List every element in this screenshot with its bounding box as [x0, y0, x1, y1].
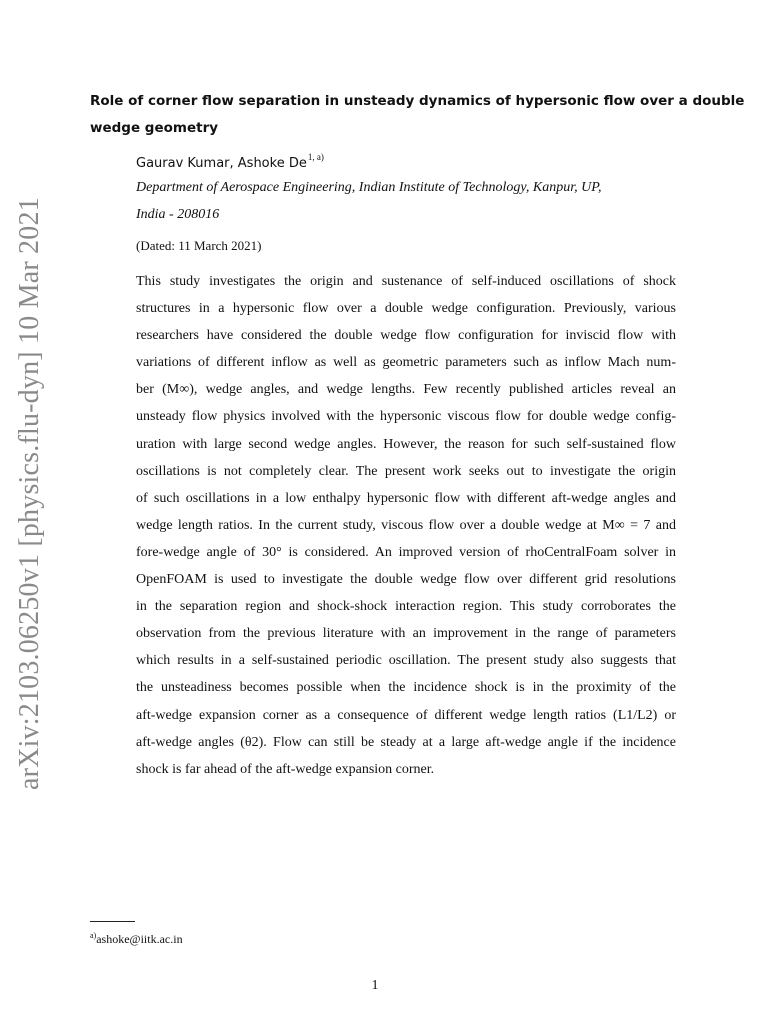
abstract-line: uration with large second wedge angles. However, the reason for such self-sustained flow	[136, 436, 676, 452]
abstract-line: fore-wedge angle of 30° is considered. An improved version of rhoCentralFoam solver in	[136, 544, 676, 560]
author-list	[136, 147, 324, 174]
affiliation-line-1: Department of Aerospace Engineering, Indian Institute of Technology, Kanpur, UP,	[136, 180, 602, 195]
abstract-line: variations of different inflow as well as geometric parameters such as inflow Mach num-	[136, 355, 676, 371]
dated-line: (Dated: 11 March 2021)	[136, 238, 262, 253]
abstract-line: of such oscillations in a low enthalpy hypersonic flow with different aft-wedge angles and	[136, 490, 676, 506]
title-line-1: Role of corner flow separation in unsteady dynamics of hypersonic flow over a double	[90, 93, 745, 109]
abstract-line: aft-wedge expansion corner as a consequence of different wedge length ratios (L1/L2) or	[136, 707, 676, 723]
abstract-line: in the separation region and shock-shock interaction region. This study corroborates the	[136, 599, 676, 615]
affiliation-line-2: India - 208016	[136, 207, 220, 222]
affiliation	[136, 174, 696, 228]
abstract	[136, 268, 676, 783]
abstract-line: shock is far ahead of the aft-wedge expansion corner.	[136, 761, 435, 777]
page-number: 1	[371, 978, 379, 993]
arxiv-identifier-stamp: arXiv:2103.06250v1 [physics.flu-dyn] 10 Mar 2021	[14, 197, 45, 790]
footnote-email: ashoke@iitk.ac.in	[96, 932, 183, 946]
author-names: Gaurav Kumar, Ashoke De	[136, 156, 307, 171]
abstract-line: ber (M∞), wedge angles, and wedge lengths. Few recently published articles reveal an	[136, 382, 676, 398]
abstract-line: which results in a self-sustained periodic oscillation. The present study also suggests that	[136, 653, 676, 669]
title-line-2: wedge geometry	[90, 120, 219, 136]
footnote-rule	[90, 921, 135, 922]
abstract-line: aft-wedge angles (θ2). Flow can still be steady at a large aft-wedge angle if the incidence	[136, 734, 676, 750]
footnote-marker: a)	[90, 931, 97, 940]
abstract-line: structures in a hypersonic flow over a double wedge configuration. Previously, various	[136, 301, 676, 317]
abstract-line: observation from the previous literature with an improvement in the range of parameters	[136, 626, 676, 642]
abstract-line: This study investigates the origin and sustenance of self-induced oscillations of shock	[136, 274, 676, 289]
abstract-line: OpenFOAM is used to investigate the double wedge flow over different grid resolutions	[136, 572, 676, 588]
footnote	[90, 928, 183, 947]
abstract-line: unsteady flow physics involved with the hypersonic viscous flow for double wedge config-	[136, 409, 676, 425]
abstract-line: wedge length ratios. In the current study, viscous flow over a double wedge at M∞ = 7 and	[136, 517, 676, 533]
abstract-line: oscillations is not completely clear. The present work seeks out to investigate the origin	[136, 463, 676, 479]
abstract-line: researchers have considered the double wedge flow configuration for inviscid flow with	[136, 328, 676, 344]
abstract-line: the unsteadiness becomes possible when the incidence shock is in the proximity of the	[136, 680, 676, 696]
paper-title	[90, 88, 745, 142]
author-affiliation-marker: 1, a)	[307, 152, 324, 162]
